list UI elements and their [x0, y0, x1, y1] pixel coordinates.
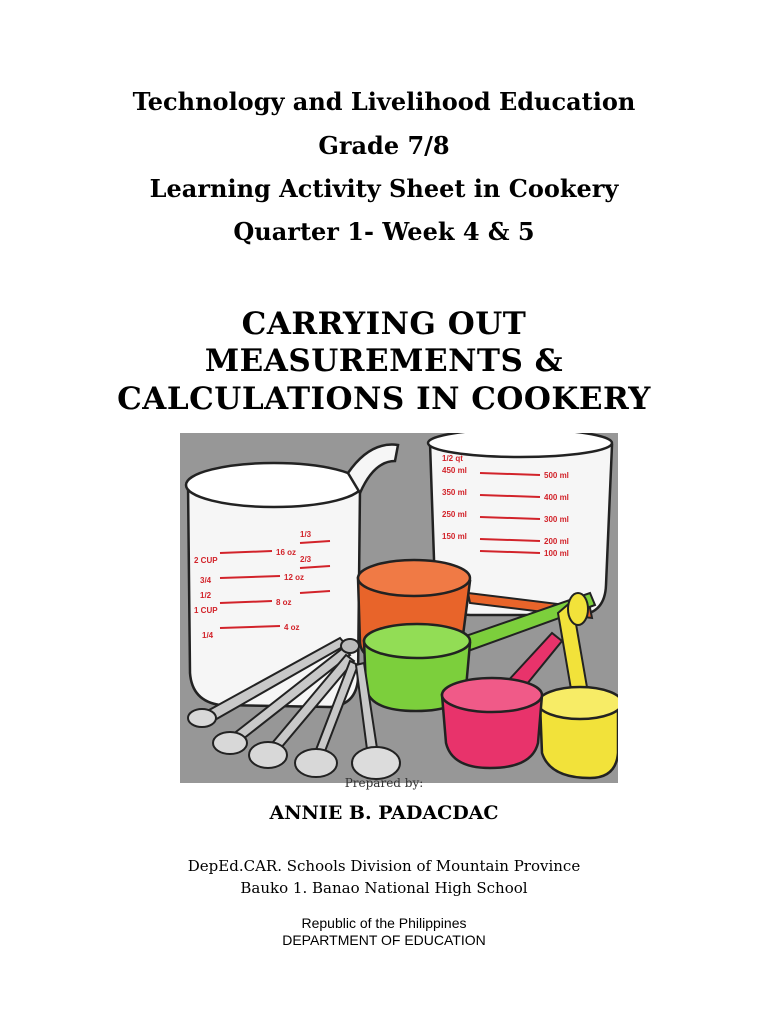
right-cup-mark-label: 300 ml [544, 515, 569, 524]
right-cup-mark-label: 250 ml [442, 510, 467, 519]
title-line-2: MEASUREMENTS & [204, 343, 564, 379]
right-cup-mark-label: 100 ml [544, 549, 569, 558]
measuring-tools-illustration [180, 433, 618, 783]
right-cup-mark-label: 400 ml [544, 493, 569, 502]
header-activity: Learning Activity Sheet in Cookery [149, 174, 619, 203]
title-line-1: CARRYING OUT [241, 306, 527, 342]
school-division: DepEd.CAR. Schools Division of Mountain Province [187, 857, 581, 875]
header-subject: Technology and Livelihood Education [132, 87, 636, 116]
header-quarter: Quarter 1- Week 4 & 5 [233, 217, 535, 246]
left-cup-mark-label: 2 CUP [194, 556, 218, 565]
right-cup-mark-label: 500 ml [544, 471, 569, 480]
left-cup-mark-label: 2/3 [300, 555, 312, 564]
left-cup-mark-label: 12 oz [284, 573, 305, 582]
right-cup-mark-label: 1/2 qt [442, 454, 463, 463]
left-cup-mark-label: 1/2 [200, 591, 212, 600]
title-line-3: CALCULATIONS IN COOKERY [117, 381, 651, 417]
right-cup-mark-label: 150 ml [442, 532, 467, 541]
republic-label: Republic of the Philippines [301, 915, 467, 931]
left-cup-mark-label: 1/3 [300, 530, 312, 539]
left-cup-mark-label: 1 CUP [194, 606, 218, 615]
left-cup-mark-label: 8 oz [276, 598, 292, 607]
left-cup-mark-label: 4 oz [284, 623, 300, 632]
right-cup-mark-label: 200 ml [544, 537, 569, 546]
right-cup-mark-label: 350 ml [442, 488, 467, 497]
left-cup-mark-label: 3/4 [200, 576, 212, 585]
prepared-by-label: Prepared by: [344, 776, 424, 790]
header-grade: Grade 7/8 [318, 131, 450, 160]
left-cup-mark-label: 16 oz [276, 548, 297, 557]
author-name: ANNIE B. PADACDAC [269, 802, 499, 824]
department-label: DEPARTMENT OF EDUCATION [282, 932, 486, 948]
right-cup-mark-label: 450 ml [442, 466, 467, 475]
school-name: Bauko 1. Banao National High School [240, 879, 528, 897]
left-cup-mark-label: 1/4 [202, 631, 214, 640]
